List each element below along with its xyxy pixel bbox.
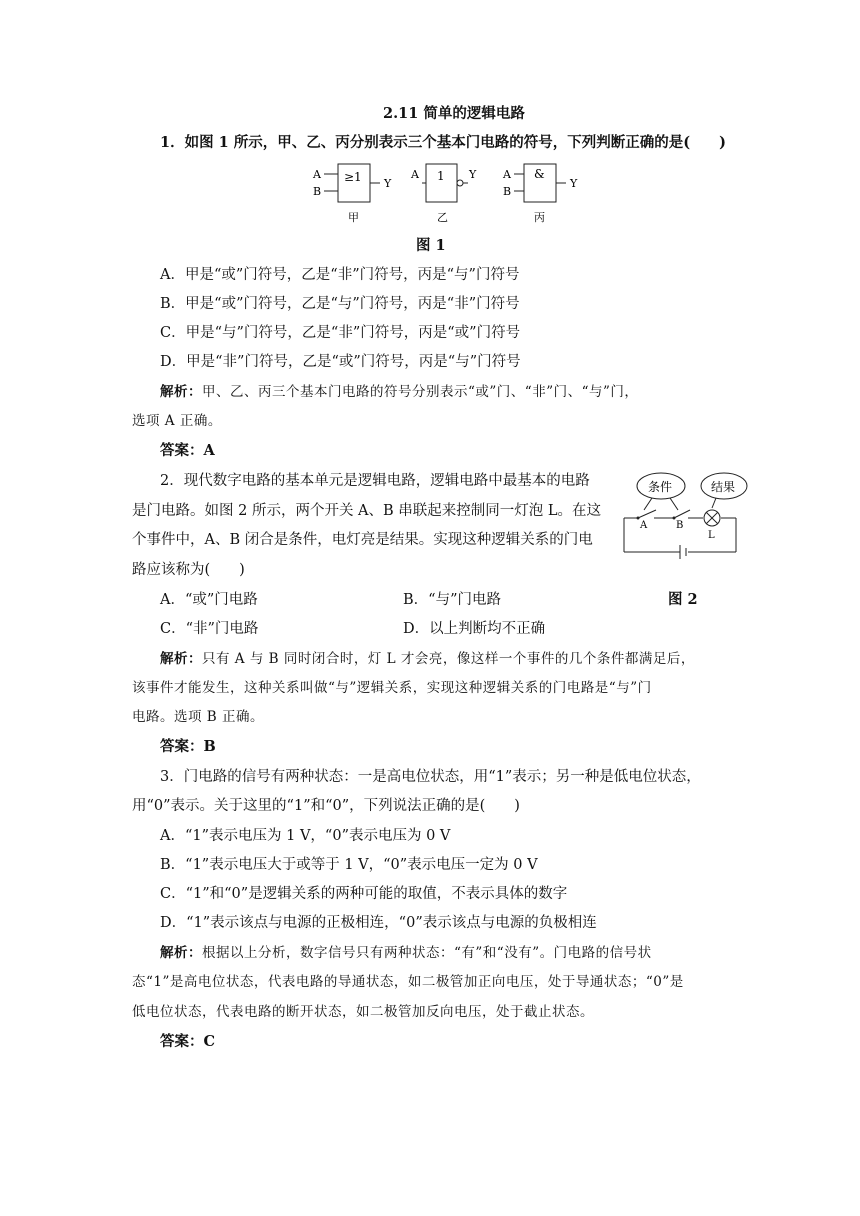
bubble-condition-text: 条件 [648,480,673,494]
q1-stem: 1．如图 1 所示，甲、乙、丙分别表示三个基本门电路的符号，下列判断正确的是( ) [160,134,726,151]
gate-jia-input-b: B [313,185,322,198]
q1-option-b: B．甲是“或”门符号，乙是“与”门符号，丙是“非”门符号 [160,296,520,312]
q2-stem-line-1: 2．现代数字电路的基本单元是逻辑电路，逻辑电路中最基本的电路 [160,473,590,489]
q2-stem-line-3: 个事件中，A、B 闭合是条件，电灯亮是结果。实现这种逻辑关系的门电 [132,532,593,548]
q2-analysis-line-1 [160,649,695,669]
switch-b-label: B [676,520,684,531]
q1-option-c: C．甲是“与”门符号，乙是“非”门符号，丙是“或”门符号 [160,325,521,341]
gate-jia-label: 甲 [348,211,359,224]
q3-analysis-line-3: 低电位状态，代表电路的断开状态，如二极管加反向电压，处于截止状态。 [132,1004,594,1020]
gate-yi-output: Y [469,168,477,181]
q2-stem-line-4: 路应该称为( ) [132,562,245,578]
q3-stem-line-1: 3．门电路的信号有两种状态：一是高电位状态，用“1”表示；另一种是低电位状态， [160,769,701,785]
q2-option-d: D．以上判断均不正确 [403,621,546,637]
q1-answer: 答案：A [160,442,215,459]
figure-1-caption: 图 1 [416,237,446,254]
q1-analysis-text-1: 甲、乙、丙三个基本门电路的符号分别表示“或”门、“非”门、“与”门， [202,384,639,400]
gate-yi-input-a: A [411,168,419,181]
gate-bing-input-b: B [503,185,512,198]
q2-stem-line-2: 是门电路。如图 2 所示，两个开关 A、B 串联起来控制同一灯泡 L。在这 [132,503,602,519]
q1-analysis-line-1 [160,382,638,402]
lamp-label: L [708,530,715,541]
gate-bing-input-a: A [503,168,511,181]
bubble-condition [637,473,685,510]
q3-option-b: B．“1”表示电压大于或等于 1 V，“0”表示电压一定为 0 V [160,857,538,873]
figure-2-circuit [618,466,753,561]
q1-option-d: D．甲是“非”门符号，乙是“或”门符号，丙是“与”门符号 [160,354,521,370]
bubble-result-text: 结果 [711,480,736,494]
q2-analysis-line-2: 该事件才能发生，这种关系叫做“与”逻辑关系，实现这种逻辑关系的门电路是“与”门 [132,680,652,696]
q3-option-c: C．“1”和“0”是逻辑关系的两种可能的取值，不表示具体的数字 [160,886,568,902]
gate-jia-output: Y [384,177,392,190]
q2-option-a: A．“或”门电路 [160,592,258,608]
q2-option-b: B．“与”门电路 [403,592,501,608]
q1-analysis-line-2: 选项 A 正确。 [132,413,222,429]
q1-option-a: A．甲是“或”门符号，乙是“非”门符号，丙是“与”门符号 [160,267,520,283]
figure-2-caption: 图 2 [668,591,698,608]
gate-jia-symbol: ≥1 [344,170,362,184]
q2-analysis-text-1: 只有 A 与 B 同时闭合时，灯 L 才会亮，像这样一个事件的几个条件都满足后， [202,651,695,667]
q3-analysis-label: 解析： [160,945,202,961]
gate-yi-symbol: 1 [437,169,445,183]
gate-bing-label: 丙 [534,211,545,224]
q3-answer: 答案：C [160,1033,216,1050]
bubble-result [701,473,747,508]
q3-option-d: D．“1”表示该点与电源的正极相连，“0”表示该点与电源的负极相连 [160,915,597,931]
q2-option-c: C．“非”门电路 [160,621,259,637]
section-title: 2.11 简单的逻辑电路 [383,105,525,122]
figure-1-logic-gates [300,160,590,230]
switch-a-label: A [640,520,648,531]
q1-analysis-label: 解析： [160,384,202,400]
q3-analysis-text-1: 根据以上分析，数字信号只有两种状态：“有”和“没有”。门电路的信号状 [202,945,652,961]
q2-analysis-line-3: 电路。选项 B 正确。 [132,709,265,725]
gate-bing-output: Y [570,177,578,190]
gate-bing [502,164,578,224]
q3-analysis-line-1 [160,943,652,963]
gate-yi [410,164,477,224]
gate-bing-symbol: & [534,167,545,181]
q3-option-a: A．“1”表示电压为 1 V，“0”表示电压为 0 V [160,828,451,844]
lamp-symbol [704,510,720,526]
q2-analysis-label: 解析： [160,651,202,667]
gate-jia-input-a: A [313,168,321,181]
q2-answer: 答案：B [160,738,216,755]
q3-analysis-line-2: 态“1”是高电位状态，代表电路的导通状态，如二极管加正向电压，处于导通状态；“0”是 [132,974,684,990]
gate-yi-label: 乙 [437,211,448,224]
gate-jia [312,164,392,224]
q3-stem-line-2: 用“0”表示。关于这里的“1”和“0”，下列说法正确的是( ) [132,798,520,814]
